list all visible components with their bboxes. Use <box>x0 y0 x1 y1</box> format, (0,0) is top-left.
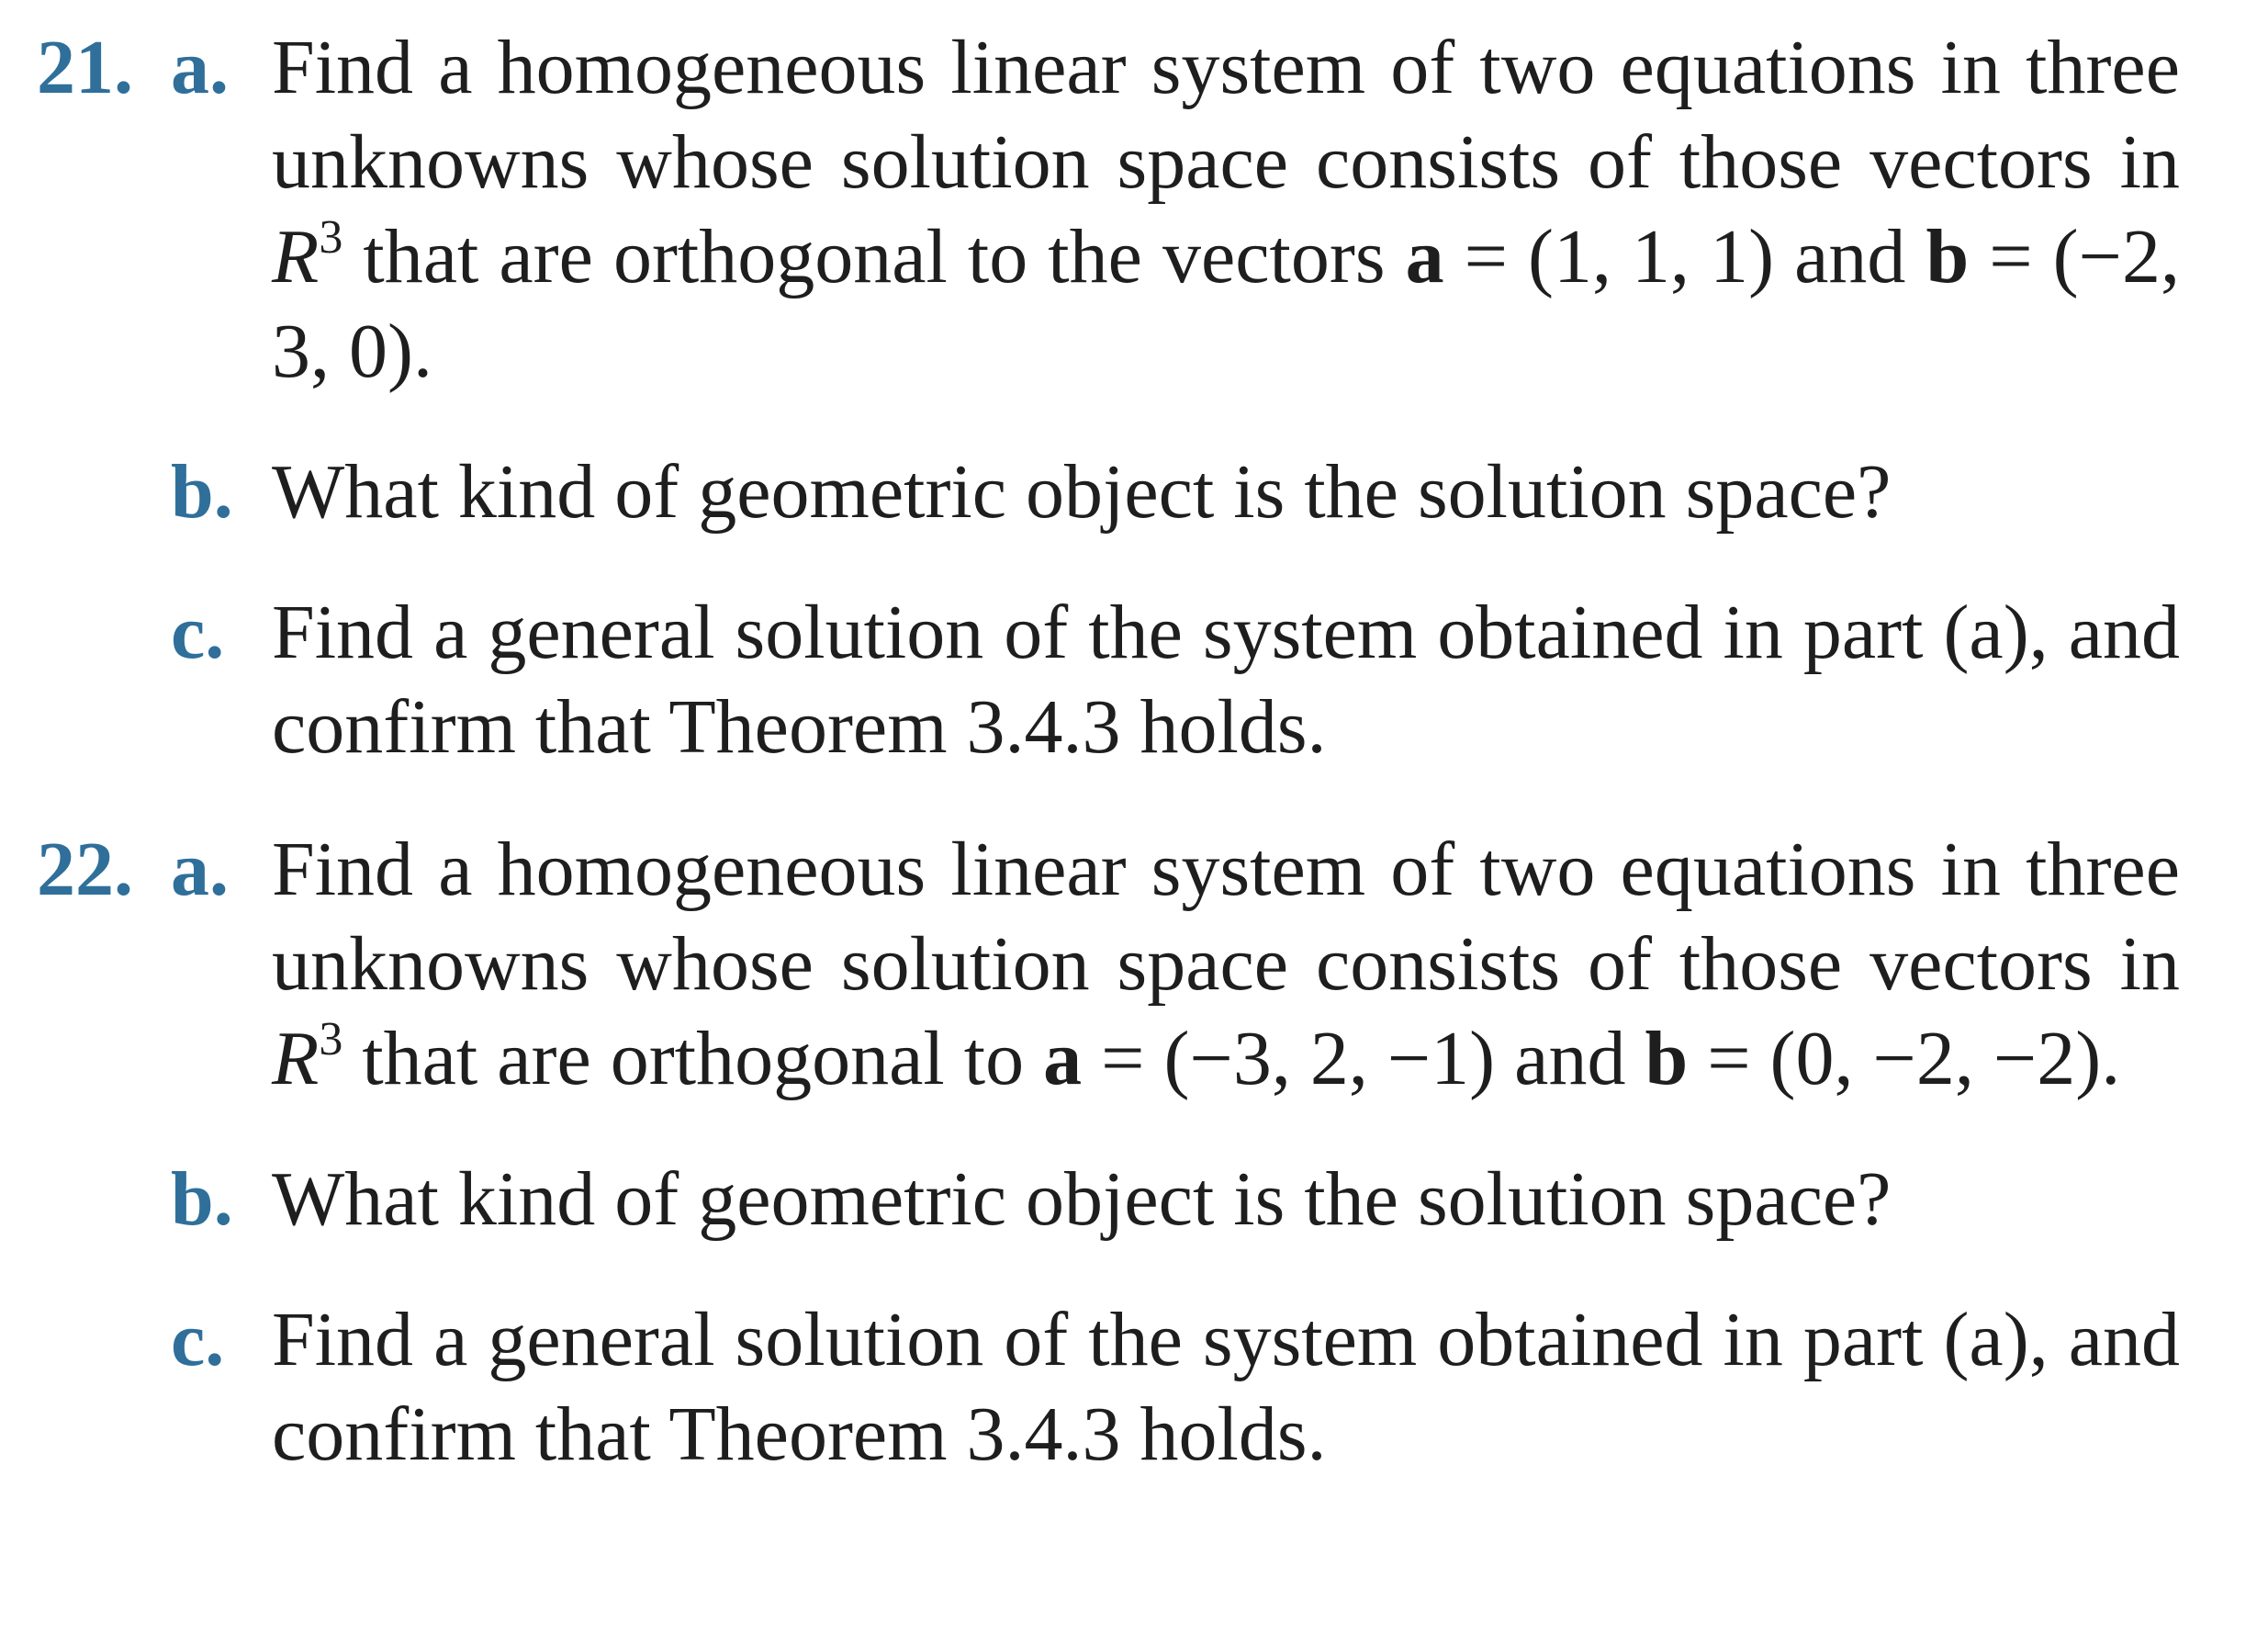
vector-a-value: = (−3, 2, −1) <box>1082 1016 1496 1101</box>
text-run: that are orthogonal to the vectors <box>342 214 1406 299</box>
vector-a-value: = (1, 1, 1) <box>1443 214 1775 299</box>
vector-b-symbol: b <box>1926 214 1970 299</box>
space-exponent: 3 <box>319 211 343 264</box>
space-symbol: R <box>272 214 320 299</box>
part-letter: b. <box>171 449 233 535</box>
text-run: and <box>1774 214 1926 299</box>
problem-number: 21. <box>37 25 133 110</box>
part-a-text <box>272 822 2180 1106</box>
text-run: Find a homogeneous linear system of two equations in three unknowns whose solution space consists of those vectors in <box>272 25 2180 205</box>
problem-22-part-b <box>171 1152 2180 1246</box>
problem-21-part-c <box>171 585 2180 774</box>
part-a-text <box>272 20 2180 399</box>
part-letter: c. <box>171 1297 225 1382</box>
vector-b-value: = (−2, 3, 0) <box>272 214 2180 394</box>
part-c-text: Find a general solution of the system obtained in part (a), and confirm that Theorem 3.4.3 holds. <box>272 1297 2180 1477</box>
text-run: . <box>2101 1016 2121 1101</box>
problem-number: 22. <box>37 827 133 912</box>
part-letter: b. <box>171 1156 233 1242</box>
part-b-text: What kind of geometric object is the solution space? <box>272 449 1892 535</box>
problem-21-part-a <box>37 20 2180 399</box>
space-exponent: 3 <box>319 1013 343 1065</box>
text-run: . <box>412 309 432 394</box>
problem-22 <box>0 822 2268 1482</box>
problem-21-part-b <box>171 445 2180 539</box>
space-symbol: R <box>272 1016 320 1101</box>
problem-22-part-a <box>37 822 2180 1106</box>
vector-a-symbol: a <box>1043 1016 1083 1101</box>
text-run: and <box>1495 1016 1645 1101</box>
part-letter: c. <box>171 590 225 675</box>
part-letter: a. <box>171 25 229 110</box>
vector-b-symbol: b <box>1645 1016 1689 1101</box>
problem-22-part-c <box>171 1292 2180 1482</box>
part-b-text: What kind of geometric object is the solution space? <box>272 1156 1892 1242</box>
part-letter: a. <box>171 827 229 912</box>
vector-b-value: = (0, −2, −2) <box>1688 1016 2102 1101</box>
part-c-text: Find a general solution of the system obtained in part (a), and confirm that Theorem 3.4.3 holds. <box>272 590 2180 770</box>
text-run: Find a homogeneous linear system of two equations in three unknowns whose solution space consists of those vectors in <box>272 827 2180 1007</box>
text-run: that are orthogonal to <box>342 1016 1044 1101</box>
problem-21 <box>0 20 2268 774</box>
vector-a-symbol: a <box>1405 214 1444 299</box>
